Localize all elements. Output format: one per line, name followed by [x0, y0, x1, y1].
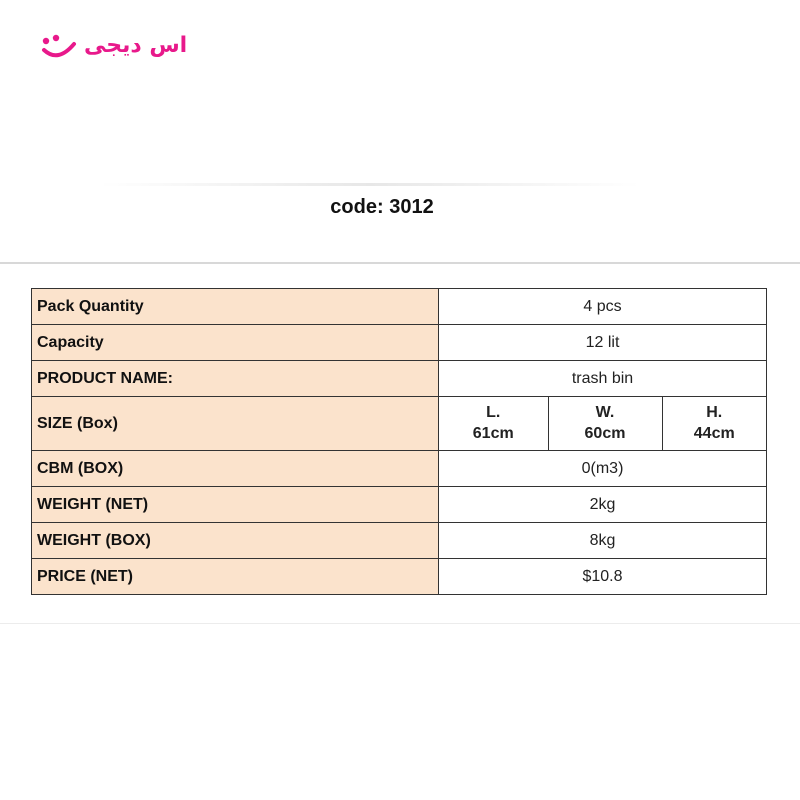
row-value: 12 lit	[439, 325, 767, 361]
row-value: $10.8	[439, 559, 767, 595]
smile-icon	[40, 30, 80, 62]
row-value: 0(m3)	[439, 451, 767, 487]
divider	[100, 183, 640, 186]
table-row	[32, 289, 767, 325]
row-label: CBM (BOX)	[32, 451, 439, 487]
row-label: WEIGHT (BOX)	[32, 523, 439, 559]
row-label: PRODUCT NAME:	[32, 361, 439, 397]
width-cell	[548, 397, 662, 450]
table-row	[32, 451, 767, 487]
length-cell	[439, 397, 548, 450]
brand-logo[interactable]	[40, 30, 187, 62]
row-label: SIZE (Box)	[32, 397, 439, 451]
row-label: WEIGHT (NET)	[32, 487, 439, 523]
row-value: 8kg	[439, 523, 767, 559]
table-row	[32, 487, 767, 523]
height-value: 44cm	[693, 424, 735, 442]
row-label: PRICE (NET)	[32, 559, 439, 595]
row-value: 4 pcs	[439, 289, 767, 325]
size-dimensions-cell	[439, 397, 767, 451]
row-value: 2kg	[439, 487, 767, 523]
height-label: H.	[706, 403, 723, 421]
width-value: 60cm	[584, 424, 626, 442]
length-label: L.	[486, 403, 501, 421]
dimensions-table	[439, 397, 766, 450]
table-row	[32, 325, 767, 361]
spec-table	[31, 288, 767, 595]
row-value: trash bin	[439, 361, 767, 397]
table-row	[32, 397, 767, 451]
table-row	[32, 559, 767, 595]
length-value: 61cm	[472, 424, 514, 442]
height-cell	[662, 397, 766, 450]
row-label: Pack Quantity	[32, 289, 439, 325]
width-label: W.	[595, 403, 615, 421]
row-label: Capacity	[32, 325, 439, 361]
table-row	[32, 523, 767, 559]
product-code: code: 3012	[330, 196, 434, 218]
table-row	[32, 361, 767, 397]
brand-name: اس دیجی	[84, 33, 188, 58]
